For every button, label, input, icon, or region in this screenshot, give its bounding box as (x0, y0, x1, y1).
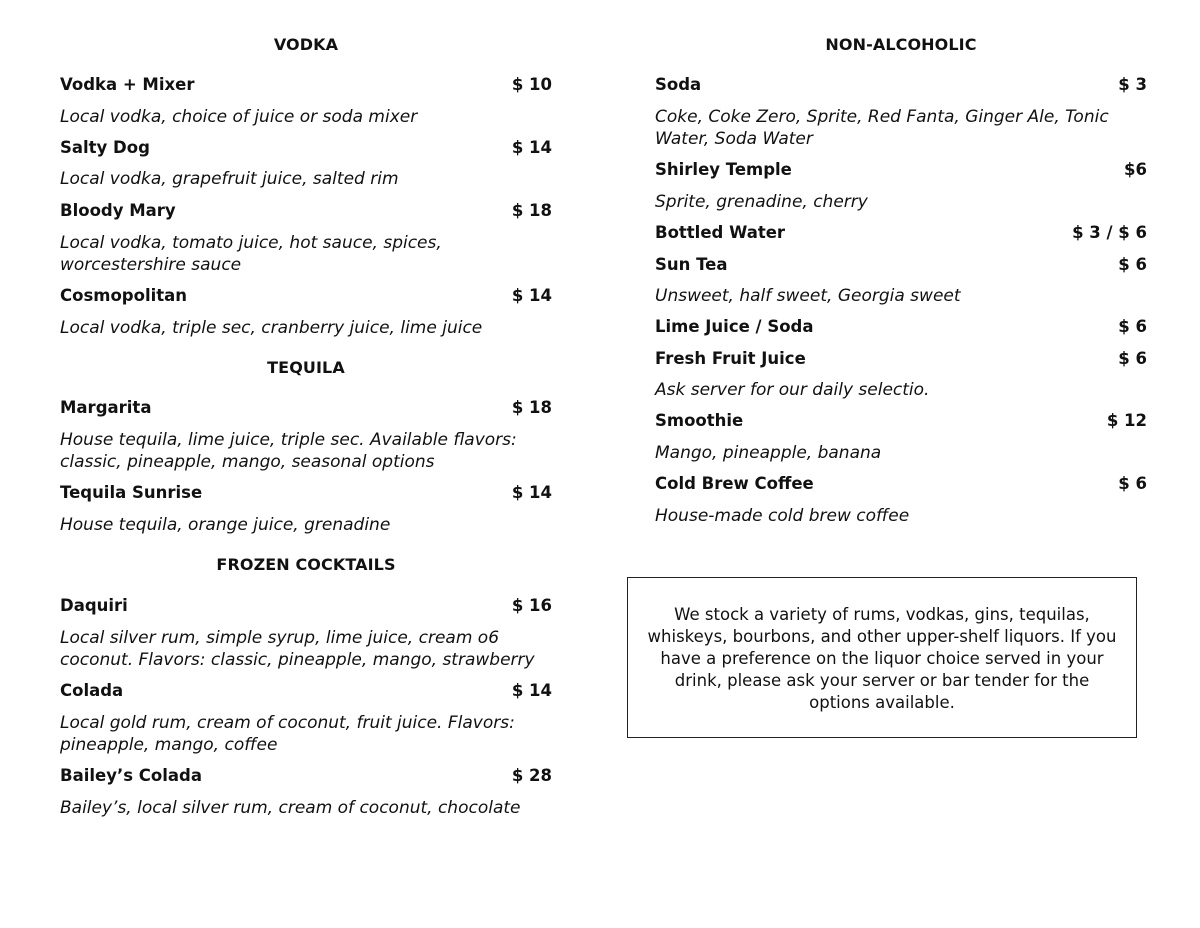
item-name: Smoothie (655, 411, 744, 430)
menu-item-colada (60, 680, 552, 702)
item-name: Soda (655, 75, 702, 94)
item-price: $ 18 (511, 398, 552, 417)
item-name: Cosmopolitan (60, 286, 188, 305)
item-name: Bailey’s Colada (60, 766, 202, 785)
menu-item-tequila-sunrise (60, 482, 552, 504)
menu-item-fresh-fruit-juice (655, 348, 1147, 370)
section-title-vodka: VODKA (273, 35, 339, 54)
item-description: Local vodka, choice of juice or soda mixer (60, 107, 418, 127)
item-name: Cold Brew Coffee (655, 474, 814, 493)
item-name: Margarita (60, 398, 152, 417)
item-name: Sun Tea (655, 255, 728, 274)
item-name: Bottled Water (655, 223, 786, 242)
item-description: House tequila, lime juice, triple sec. Available flavors: classic, pineapple, mango, seasonal options (60, 430, 517, 472)
item-price: $ 28 (511, 766, 552, 785)
section-title-frozen-cocktails: FROZEN COCKTAILS (216, 555, 396, 574)
item-price: $ 14 (511, 138, 552, 157)
section-title-non-alcoholic: NON-ALCOHOLIC (825, 35, 977, 54)
menu-item-shirley-temple (655, 159, 1147, 181)
item-name: Colada (60, 681, 124, 700)
item-description: Local gold rum, cream of coconut, fruit juice. Flavors: pineapple, mango, coffee (60, 713, 515, 755)
menu-item-salty-dog (60, 137, 552, 159)
item-price: $ 3 (1118, 75, 1147, 94)
section-title-tequila: TEQUILA (267, 358, 345, 377)
menu-item-baileys-colada (60, 765, 552, 787)
item-name: Tequila Sunrise (60, 483, 203, 502)
item-name: Lime Juice / Soda (655, 317, 814, 336)
item-description: Ask server for our daily selectio. (655, 380, 930, 400)
menu-item-vodka-mixer (60, 74, 552, 96)
item-name: Salty Dog (60, 138, 150, 157)
menu-item-bottled-water (655, 222, 1147, 244)
item-price: $ 6 (1118, 317, 1147, 336)
item-description: Local vodka, grapefruit juice, salted rim (60, 169, 399, 189)
menu-item-smoothie (655, 410, 1147, 432)
item-description: Unsweet, half sweet, Georgia sweet (655, 286, 961, 306)
item-description: Local vodka, tomato juice, hot sauce, spices, worcestershire sauce (60, 233, 442, 275)
item-name: Vodka + Mixer (60, 75, 195, 94)
item-description: Bailey’s, local silver rum, cream of coconut, chocolate (60, 798, 521, 818)
item-description: Local silver rum, simple syrup, lime juice, cream o6 coconut. Flavors: classic, pineapple, mango, strawberry (60, 628, 535, 670)
menu-item-lime-juice-soda (655, 316, 1147, 338)
item-price: $ 14 (511, 681, 552, 700)
item-price: $ 6 (1118, 349, 1147, 368)
item-price: $ 3 / $ 6 (1072, 223, 1147, 242)
menu-item-bloody-mary (60, 200, 552, 222)
item-price: $ 14 (511, 286, 552, 305)
menu-item-margarita (60, 397, 552, 419)
liquor-notice-text: We stock a variety of rums, vodkas, gins, tequilas, whiskeys, bourbons, and other upper-shelf liquors. If you have a preference on the liquor choice served in your drink, please ask your server or bar tender for the options available. (647, 605, 1117, 712)
item-price: $ 18 (511, 201, 552, 220)
menu-item-cosmopolitan (60, 285, 552, 307)
item-price: $6 (1124, 160, 1147, 179)
liquor-notice-box (627, 577, 1137, 738)
item-name: Bloody Mary (60, 201, 176, 220)
item-name: Daquiri (60, 596, 128, 615)
item-price: $ 10 (511, 75, 552, 94)
item-name: Shirley Temple (655, 160, 792, 179)
item-price: $ 6 (1118, 474, 1147, 493)
item-price: $ 6 (1118, 255, 1147, 274)
menu-item-daquiri (60, 595, 552, 617)
menu-item-soda (655, 74, 1147, 96)
item-description: House tequila, orange juice, grenadine (60, 515, 391, 535)
item-description: House-made cold brew coffee (655, 506, 910, 526)
item-price: $ 16 (511, 596, 552, 615)
item-description: Mango, pineapple, banana (655, 443, 882, 463)
item-description: Sprite, grenadine, cherry (655, 192, 868, 212)
item-name: Fresh Fruit Juice (655, 349, 806, 368)
item-price: $ 12 (1106, 411, 1147, 430)
item-description: Local vodka, triple sec, cranberry juice, lime juice (60, 318, 483, 338)
menu-item-cold-brew-coffee (655, 473, 1147, 495)
item-price: $ 14 (511, 483, 552, 502)
item-description: Coke, Coke Zero, Sprite, Red Fanta, Ginger Ale, Tonic Water, Soda Water (655, 107, 1109, 149)
menu-item-sun-tea (655, 254, 1147, 276)
